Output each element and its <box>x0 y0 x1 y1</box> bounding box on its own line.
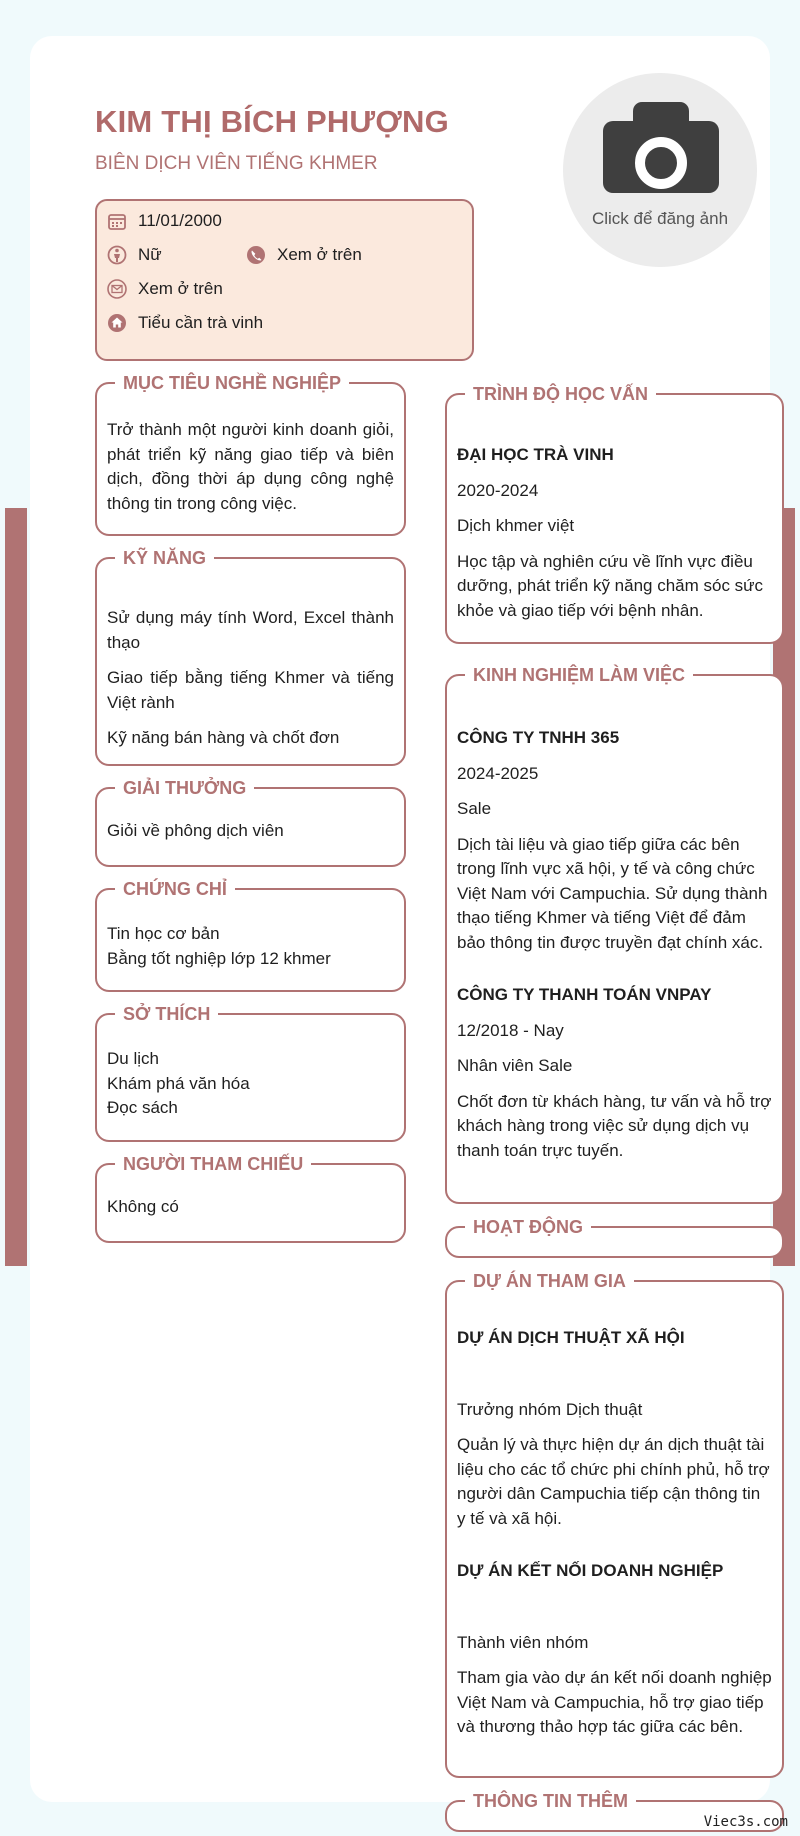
objective-text: Trở thành một người kinh doanh giỏi, phát triển kỹ năng giao tiếp và biên dịch, đồng thời áp dụng công nghệ thông tin trong công việc. <box>107 420 394 513</box>
list-item: Tin học cơ bản <box>107 924 220 943</box>
list-item: Sử dụng máy tính Word, Excel thành thạo <box>107 608 394 652</box>
list-item: Giao tiếp bằng tiếng Khmer và tiếng Việt rành <box>107 668 394 712</box>
hobbies-list <box>107 1047 394 1121</box>
job-description: Dịch tài liệu và giao tiếp giữa các bên trong lĩnh vực xã hội, y tế và công chức Việt Nam với Campuchia. Sử dụng thành thạo tiếng Khmer và tiếng Việt để đảm bảo thông tin được truyền đạt chính xác. <box>457 834 768 952</box>
skills-section <box>95 548 406 766</box>
contact-birthday: 11/01/2000 <box>107 211 222 231</box>
project-role: Thành viên nhóm <box>457 1632 589 1652</box>
education-entry <box>457 443 772 623</box>
experience-section <box>445 665 784 1204</box>
objective-section <box>95 373 406 536</box>
contact-address: Tiểu cần trà vinh <box>107 313 263 333</box>
education-section <box>445 384 784 644</box>
activities-title: HOẠT ĐỘNG <box>465 1215 591 1239</box>
watermark: Viec3s.com <box>703 1814 788 1830</box>
company-name: CÔNG TY TNHH 365 <box>457 728 620 747</box>
job-period: 2024-2025 <box>457 763 539 783</box>
experience-list <box>457 726 772 1163</box>
objective-title: MỤC TIÊU NGHỀ NGHIỆP <box>115 371 349 395</box>
mail-icon <box>107 279 127 299</box>
left-decor-band <box>5 508 27 1266</box>
job-description: Chốt đơn từ khách hàng, tư vấn và hỗ trợ khách hàng trong việc sử dụng dịch vụ thanh toán trực tuyến. <box>457 1091 772 1160</box>
photo-upload[interactable] <box>563 73 757 267</box>
list-item: Kỹ năng bán hàng và chốt đơn <box>107 728 340 747</box>
additional-info-title: THÔNG TIN THÊM <box>465 1789 636 1813</box>
awards-section <box>95 778 406 867</box>
contact-info <box>95 199 474 361</box>
projects-list <box>457 1326 772 1740</box>
certificates-section <box>95 879 406 992</box>
list-item: Khám phá văn hóa <box>107 1073 250 1093</box>
certificates-list <box>107 922 394 971</box>
projects-title: DỰ ÁN THAM GIA <box>465 1269 634 1293</box>
awards-text: Giỏi về phông dịch viên <box>107 821 284 840</box>
company-name: CÔNG TY THANH TOÁN VNPAY <box>457 985 712 1004</box>
hobbies-title: SỞ THÍCH <box>115 1002 218 1026</box>
education-description: Học tập và nghiên cứu về lĩnh vực điều dưỡng, phát triển kỹ năng chăm sóc sức khỏe và giao tiếp với bệnh nhân. <box>457 551 764 620</box>
awards-title: GIẢI THƯỞNG <box>115 776 254 800</box>
education-period: 2020-2024 <box>457 480 539 500</box>
calendar-icon <box>107 211 127 231</box>
projects-section <box>445 1271 784 1778</box>
cv-page <box>30 36 772 1811</box>
school-name: ĐẠI HỌC TRÀ VINH <box>457 445 614 464</box>
candidate-name: KIM THỊ BÍCH PHƯỢNG <box>95 104 449 139</box>
project-name: DỰ ÁN KẾT NỐI DOANH NGHIỆP <box>457 1561 724 1580</box>
home-icon <box>107 313 127 333</box>
references-section <box>95 1154 406 1243</box>
project-description: Tham gia vào dự án kết nối doanh nghiệp Việt Nam và Campuchia, hỗ trợ giao tiếp và thương thảo hợp tác giữa các bên. <box>457 1668 772 1736</box>
references-title: NGƯỜI THAM CHIẾU <box>115 1152 311 1176</box>
project-name: DỰ ÁN DỊCH THUẬT XÃ HỘI <box>457 1328 685 1347</box>
skills-list <box>107 606 394 762</box>
hobbies-section <box>95 1004 406 1142</box>
job-title: BIÊN DỊCH VIÊN TIẾNG KHMER <box>95 153 378 174</box>
experience-title: KINH NGHIỆM LÀM VIỆC <box>465 663 693 687</box>
project-description: Quản lý và thực hiện dự án dịch thuật tài liệu cho các tổ chức phi chính phủ, hỗ trợ người dân Campuchia tiếp cận thông tin y tế và xã hội. <box>457 1435 770 1528</box>
photo-upload-label: Click để đăng ảnh <box>591 209 729 228</box>
list-item: Đọc sách <box>107 1098 178 1117</box>
certificates-title: CHỨNG CHỈ <box>115 877 235 901</box>
education-title: TRÌNH ĐỘ HỌC VẤN <box>465 382 656 406</box>
gender-icon <box>107 245 127 265</box>
job-position: Nhân viên Sale <box>457 1056 573 1075</box>
contact-email: Xem ở trên <box>107 279 223 299</box>
list-item: Bằng tốt nghiệp lớp 12 khmer <box>107 948 331 968</box>
contact-phone: Xem ở trên <box>246 245 362 265</box>
list-item: Du lịch <box>107 1049 159 1068</box>
project-role: Trưởng nhóm Dịch thuật <box>457 1399 643 1419</box>
job-position: Sale <box>457 799 492 818</box>
references-text: Không có <box>107 1197 179 1216</box>
education-major: Dịch khmer việt <box>457 516 575 535</box>
job-period: 12/2018 - Nay <box>457 1020 564 1040</box>
phone-icon <box>246 245 266 265</box>
activities-section <box>445 1217 784 1258</box>
skills-title: KỸ NĂNG <box>115 546 214 570</box>
contact-gender: Nữ <box>107 245 162 265</box>
